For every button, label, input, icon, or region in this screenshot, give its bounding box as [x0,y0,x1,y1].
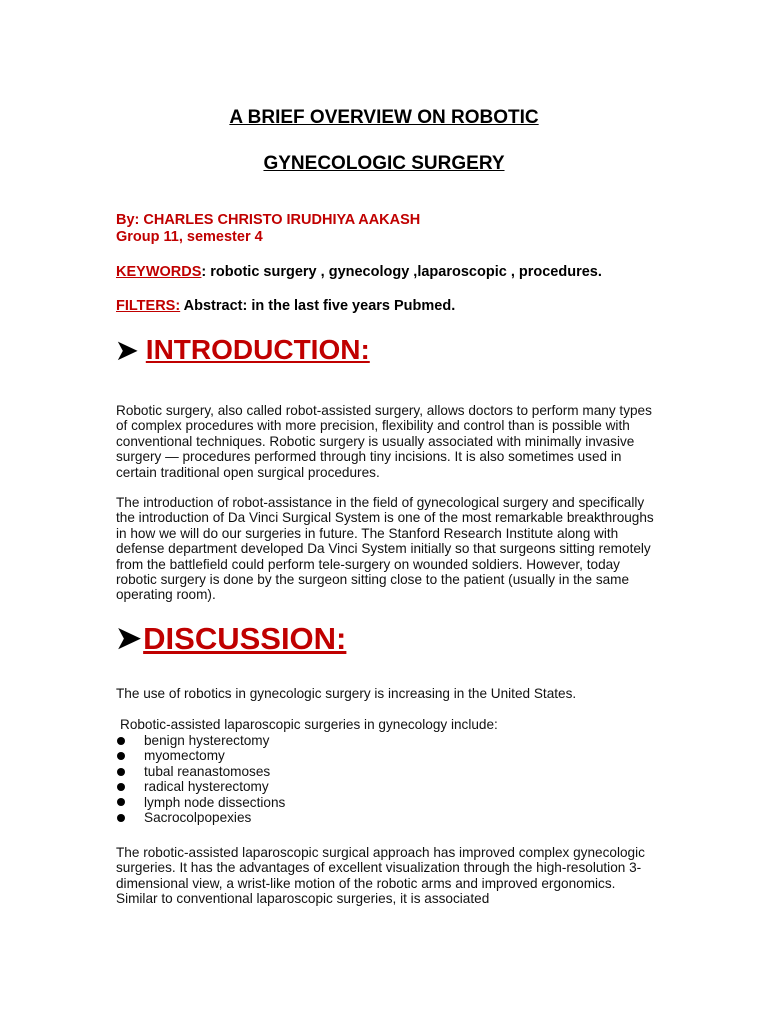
discussion-paragraph-1: The use of robotics in gynecologic surgery is increasing in the United States. [116,686,577,701]
keywords-line [116,264,602,280]
procedure-list [116,733,285,825]
list-item-text: benign hysterectomy [144,733,270,748]
list-item [116,810,285,825]
discussion-heading-text: DISCUSSION: [143,621,347,656]
author-name: By: CHARLES CHRISTO IRUDHIYA AAKASH [116,212,421,228]
bullet-dot-icon [117,752,125,760]
author-block [116,212,420,246]
discussion-list-intro: Robotic-assisted laparoscopic surgeries in gynecology include: [120,717,498,732]
list-item [116,764,285,779]
group-info: Group 11, semester 4 [116,229,263,245]
introduction-heading [116,334,370,366]
intro-paragraph-2: The introduction of robot-assistance in the field of gynecological surgery and specifically the introduction of Da Vinci Surgical System is one of the most remarkable breakthroughs in how we will do our surgeries in future. The Stanford Research Institute along with defense department developed Da Vinci System initially so that surgeons sitting remotely from the battlefield could perform tele-surgery on wounded soldiers. However, today robotic surgery is done by the surgeon sitting close to the patient (usually in the same operating room). [116,495,654,603]
title-line-2: GYNECOLOGIC SURGERY [263,153,505,174]
title-line-1: A BRIEF OVERVIEW ON ROBOTIC [229,107,539,128]
bullet-dot-icon [117,768,125,776]
keywords-label: KEYWORDS [116,264,202,280]
list-item-text: Sacrocolpopexies [144,810,252,826]
list-item-text: tubal reanastomoses [144,763,271,779]
bullet-dot-icon [117,798,125,806]
keywords-text: : robotic surgery , gynecology ,laparoscopic , procedures. [201,264,602,280]
list-item-text: lymph node dissections [144,794,286,810]
list-item [116,779,285,794]
discussion-heading [116,621,346,657]
bullet-dot-icon [117,783,125,791]
list-item-text: radical hysterectomy [144,779,269,795]
list-item [116,795,285,810]
bullet-dot-icon [117,814,125,822]
bullet-dot-icon [117,737,125,745]
discussion-paragraph-2: The robotic-assisted laparoscopic surgical approach has improved complex gynecologic surgeries. It has the advantages of excellent visualization through the high-resolution 3-dimensional view, a wrist-like motion of the robotic arms and improved ergonomics. Similar to conventional laparoscopic surgeries, it is associated [116,845,645,907]
arrow-bullet-icon: ➤ [116,335,138,365]
filters-label: FILTERS: [116,298,181,314]
arrow-bullet-icon: ➤ [116,622,142,655]
filters-line [116,298,455,314]
introduction-heading-text: INTRODUCTION: [145,334,370,365]
list-item [116,748,285,763]
filters-text: Abstract: in the last five years Pubmed. [180,298,456,314]
list-item-text: myomectomy [144,748,225,764]
list-item [116,733,285,748]
intro-paragraph-1: Robotic surgery, also called robot-assisted surgery, allows doctors to perform many types of complex procedures with more precision, flexibility and control than is possible with conventional techniques. Robotic surgery is usually associated with minimally invasive surgery — procedures performed through tiny incisions. It is also sometimes used in certain traditional open surgical procedures. [116,403,652,480]
